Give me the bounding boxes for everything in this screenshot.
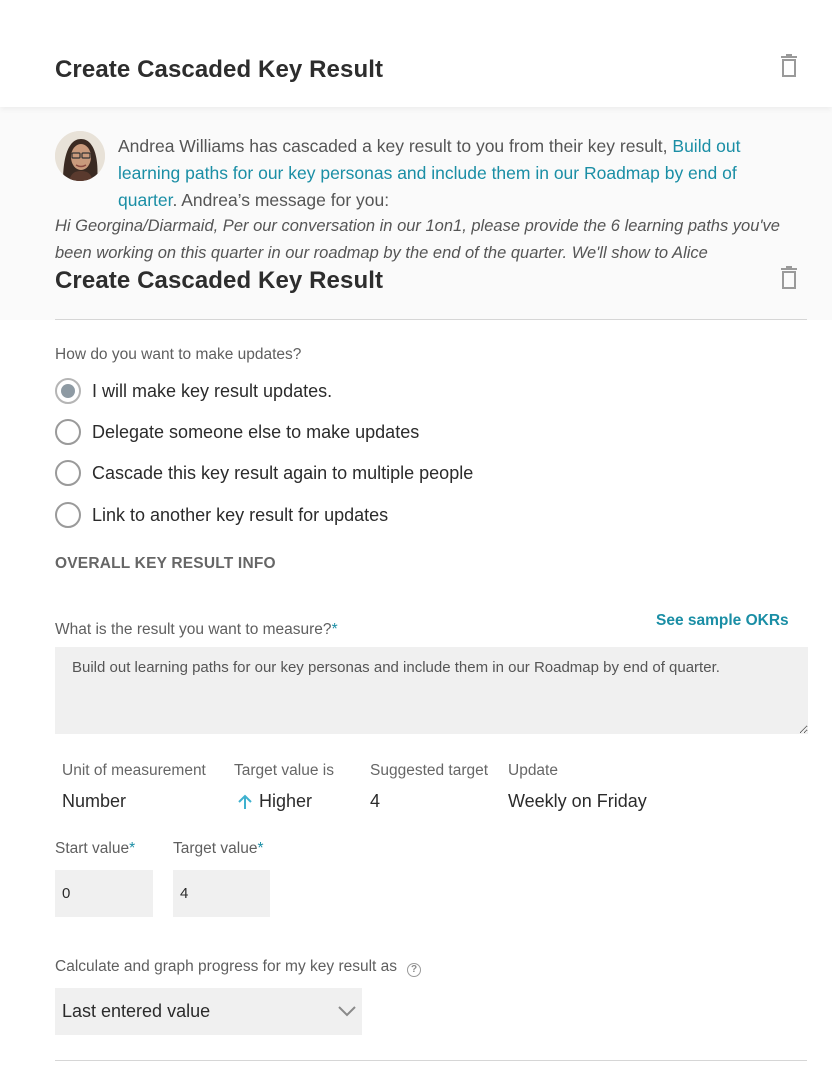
required-mark: * [257, 840, 264, 857]
sticky-header [0, 258, 832, 320]
message-outro: . Andrea’s message for you: [172, 190, 390, 210]
radio-checked[interactable] [55, 378, 81, 404]
radio-label: I will make key result updates. [92, 380, 333, 401]
updates-question: How do you want to make updates? [55, 346, 302, 363]
progress-calc-select[interactable] [55, 988, 362, 1035]
modal-title: Create Cascaded Key Result [55, 56, 384, 83]
calc-label-text: Calculate and graph progress for my key result as [55, 958, 398, 975]
arrow-up-icon [237, 794, 253, 810]
message-intro: Andrea Williams has cascaded a key result to you from their key result, [118, 136, 673, 156]
sticky-title: Create Cascaded Key Result [55, 267, 384, 294]
sticky-trash-icon[interactable] [780, 266, 798, 290]
measure-label-text: What is the result you want to measure? [55, 621, 332, 638]
radio-option-cascade-again[interactable] [55, 458, 473, 488]
radio-option-link[interactable] [55, 500, 388, 530]
avatar [55, 131, 105, 181]
radio-unchecked[interactable] [55, 419, 81, 445]
update-value: Weekly on Friday [508, 791, 647, 811]
cascade-message-text [118, 133, 778, 214]
direction-value [237, 791, 312, 812]
key-result-textarea[interactable] [55, 647, 808, 734]
measure-label [55, 621, 338, 639]
target-value-label [173, 840, 264, 858]
radio-label: Link to another key result for updates [92, 504, 389, 525]
target-label-text: Target value [173, 840, 258, 857]
select-value: Last entered value [62, 1001, 211, 1021]
unit-value: Number [62, 791, 127, 811]
start-value-label [55, 840, 135, 858]
radio-option-delegate[interactable] [55, 417, 419, 447]
trash-icon[interactable] [780, 54, 798, 78]
required-mark: * [129, 840, 136, 857]
radio-label: Cascade this key result again to multiple people [92, 462, 474, 483]
direction-value-text: Higher [259, 791, 313, 811]
bottom-divider [55, 1060, 807, 1061]
radio-unchecked[interactable] [55, 460, 81, 486]
radio-unchecked[interactable] [55, 502, 81, 528]
chevron-down-icon [338, 1005, 356, 1017]
manager-note: Hi Georgina/Diarmaid, Per our conversation in our 1on1, please provide the 6 learning paths you've been working on this quarter in our roadmap by the end of the quarter. We'll show to Alice [55, 217, 780, 262]
suggested-label: Suggested target [370, 762, 489, 779]
required-mark: * [331, 621, 338, 638]
start-label-text: Start value [55, 840, 130, 857]
suggested-value: 4 [370, 791, 381, 811]
calc-label [55, 958, 421, 977]
see-sample-okrs-link[interactable]: See sample OKRs [656, 612, 789, 629]
start-value-input[interactable] [55, 870, 153, 917]
unit-label: Unit of measurement [62, 762, 206, 779]
update-label: Update [508, 762, 558, 779]
section-title: OVERALL KEY RESULT INFO [55, 555, 276, 572]
target-value-input[interactable] [173, 870, 270, 917]
modal-header [0, 0, 832, 107]
parent-key-result-link[interactable]: Build out learning paths for our key personas and include them in our Roadmap by end of quarter [118, 136, 741, 210]
radio-label: Delegate someone else to make updates [92, 421, 420, 442]
direction-label: Target value is [234, 762, 334, 779]
radio-option-self-update[interactable] [55, 376, 332, 406]
help-icon[interactable]: ? [407, 963, 421, 977]
